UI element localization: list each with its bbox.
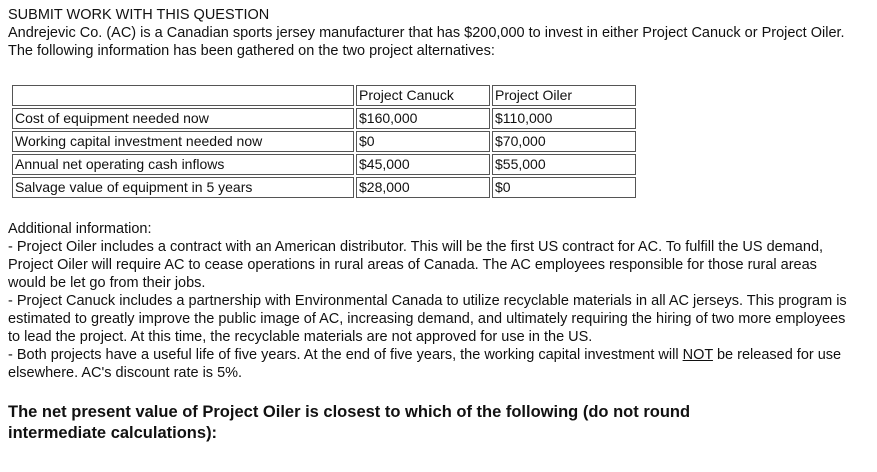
table-header-canuck: Project Canuck xyxy=(356,85,490,106)
emphasis-not: NOT xyxy=(682,347,713,363)
project-comparison-table xyxy=(10,83,638,200)
oiler-value: $0 xyxy=(492,177,636,198)
table-header-empty xyxy=(12,85,354,106)
additional-information xyxy=(8,220,858,382)
oiler-value: $70,000 xyxy=(492,131,636,152)
additional-bullet-life xyxy=(8,346,858,382)
canuck-value: $28,000 xyxy=(356,177,490,198)
bullet-life-text-end: be released for use elsewhere. AC's discount rate is 5%. xyxy=(8,347,842,381)
canuck-value: $160,000 xyxy=(356,108,490,129)
project-table-wrapper xyxy=(10,83,868,200)
question-heading: SUBMIT WORK WITH THIS QUESTION xyxy=(8,7,270,23)
table-row xyxy=(12,177,636,198)
intro-paragraph: Andrejevic Co. (AC) is a Canadian sports jersey manufacturer that has $200,000 to invest in either Project Canuck or Project Oiler. The following information has been gathered on the two project alternatives: xyxy=(8,25,845,59)
table-row xyxy=(12,108,636,129)
table-row xyxy=(12,154,636,175)
canuck-value: $0 xyxy=(356,131,490,152)
table-header-oiler: Project Oiler xyxy=(492,85,636,106)
additional-bullet-canuck: - Project Canuck includes a partnership with Environmental Canada to utilize recyclable materials in all AC jerseys. This program is estimated to greatly improve the public image of AC, increasing demand, and ultimately requiring the hiring of two more employees to lead the project. At this time, the recyclable materials are not approved for use in the US. xyxy=(8,293,847,345)
bullet-life-text-start: - Both projects have a useful life of five years. At the end of five years, the working capital investment will xyxy=(8,347,683,363)
oiler-value: $55,000 xyxy=(492,154,636,175)
oiler-value: $110,000 xyxy=(492,108,636,129)
row-label: Salvage value of equipment in 5 years xyxy=(12,177,354,198)
question-prompt: The net present value of Project Oiler is closest to which of the following (do not round intermediate calculations): xyxy=(8,403,691,442)
additional-title: Additional information: xyxy=(8,221,152,237)
canuck-value: $45,000 xyxy=(356,154,490,175)
question-page xyxy=(8,6,868,444)
row-label: Cost of equipment needed now xyxy=(12,108,354,129)
row-label: Annual net operating cash inflows xyxy=(12,154,354,175)
table-row xyxy=(12,131,636,152)
additional-bullet-oiler: - Project Oiler includes a contract with an American distributor. This will be the first US contract for AC. To fulfill the US demand, Project Oiler will require AC to cease operations in rural areas of Canada. The AC employees responsible for those rural areas would be let go from their jobs. xyxy=(8,239,824,291)
row-label: Working capital investment needed now xyxy=(12,131,354,152)
table-header-row xyxy=(12,85,636,106)
